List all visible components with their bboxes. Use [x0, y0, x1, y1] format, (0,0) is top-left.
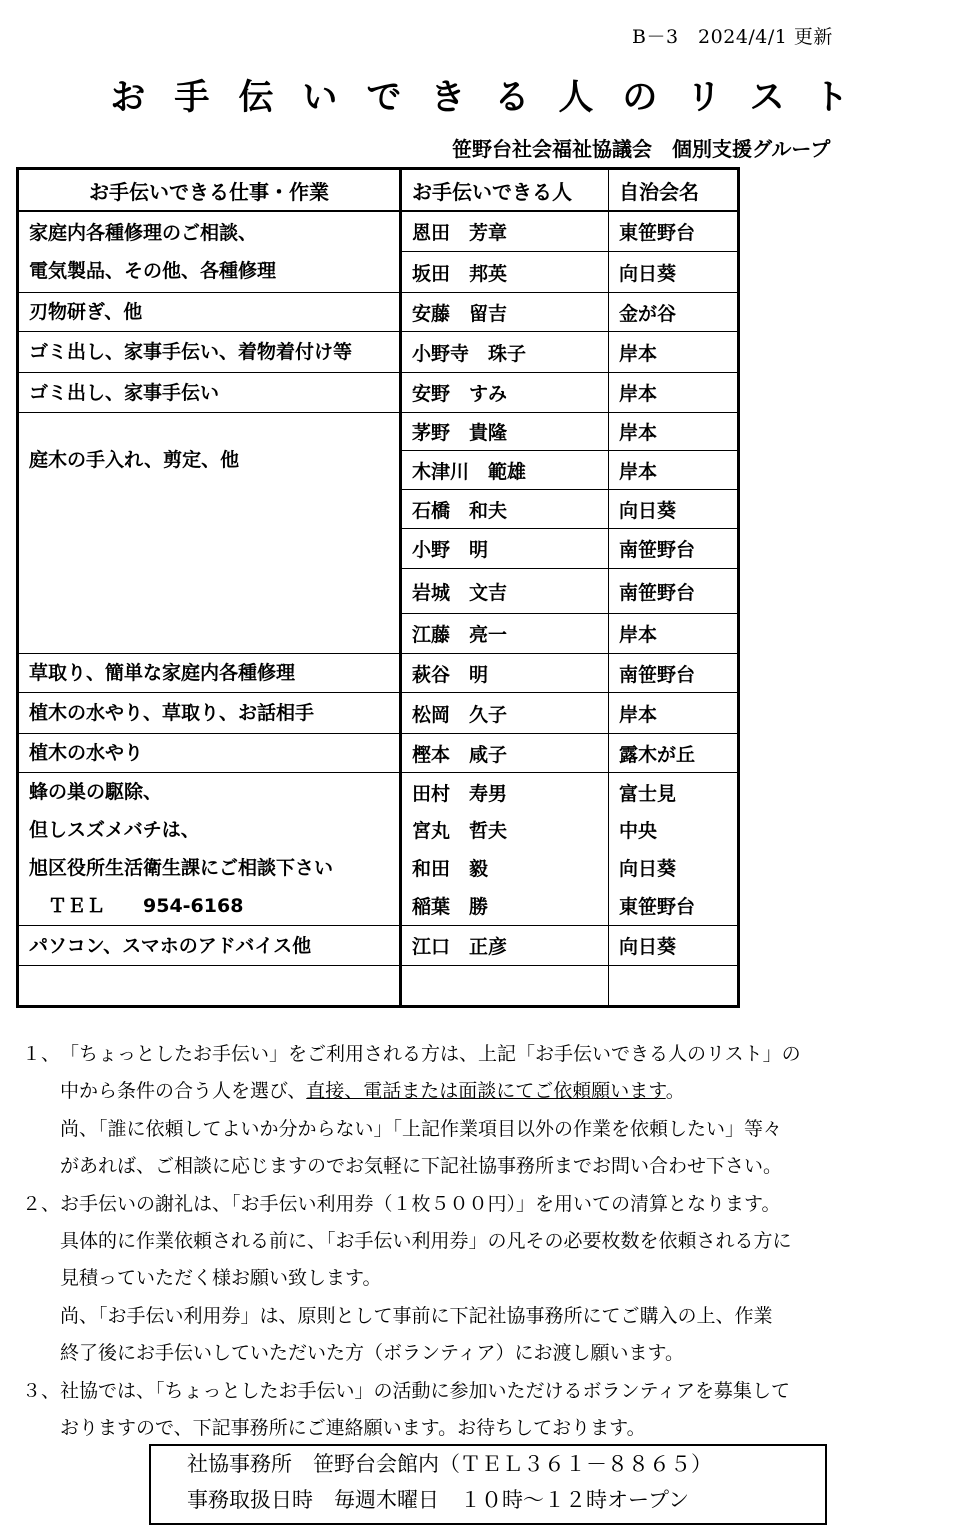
- column-header-person: お手伝いできる人: [402, 170, 609, 210]
- person-name: 松岡 久子: [412, 703, 508, 726]
- note-line: [60, 1223, 952, 1260]
- person-name: 小野寺 珠子: [412, 342, 527, 365]
- table-row: [19, 293, 737, 332]
- task-line: ゴミ出し、家事手伝い: [29, 381, 220, 404]
- association-column: [609, 966, 737, 1005]
- task-cell: [19, 693, 402, 733]
- task-cell: [19, 654, 402, 692]
- person-column: [402, 332, 609, 372]
- task-line: ゴミ出し、家事手伝い、着物着付け等: [29, 341, 353, 363]
- association-column: [609, 413, 737, 653]
- helper-list-table: [16, 167, 740, 1008]
- association-name: 向日葵: [619, 262, 677, 285]
- note-line: [60, 1260, 952, 1297]
- association-column: [609, 332, 737, 372]
- table-row: [19, 373, 737, 413]
- association-name: 東笹野台: [619, 896, 696, 918]
- task-line: 蜂の巣の駆除、: [29, 781, 163, 803]
- note-text: があれば、ご相談に応じますのでお気軽に下記社協事務所までお問い合わせ下さい。: [60, 1155, 783, 1178]
- person-name: 坂田 邦英: [412, 262, 508, 285]
- note-line: [60, 1410, 952, 1447]
- association-column: [609, 212, 737, 292]
- person-column: [402, 693, 609, 733]
- association-name: 向日葵: [619, 936, 677, 958]
- table-row: [19, 966, 737, 1005]
- note-text: 社協では、「ちょっとしたお手伝い」の活動に参加いただけるボランティアを募集して: [60, 1379, 790, 1402]
- note-item: [22, 1036, 952, 1186]
- note-number: １、: [22, 1043, 61, 1065]
- note-line: [60, 1148, 952, 1185]
- association-name: 向日葵: [609, 490, 737, 529]
- person-column: [402, 654, 609, 692]
- person-name: 木津川 範雄: [402, 451, 608, 490]
- person-column: [402, 734, 609, 772]
- table-row: [19, 926, 737, 966]
- person-name: 石橋 和夫: [402, 490, 608, 529]
- note-line: [60, 1036, 952, 1073]
- person-column: [402, 966, 609, 1005]
- person-name: 樫本 咸子: [412, 743, 508, 766]
- task-line: 但しスズメバチは、: [29, 819, 200, 841]
- table-row: [19, 212, 737, 293]
- task-line: 家庭内各種修理のご相談、: [29, 222, 258, 244]
- task-line: パソコン、スマホのアドバイス他: [29, 934, 312, 957]
- task-line: 庭木の手入れ、剪定、他: [29, 449, 240, 471]
- note-line: [60, 1073, 952, 1110]
- note-item: [22, 1186, 952, 1373]
- task-cell: [19, 966, 402, 1005]
- note-text: 。: [665, 1080, 685, 1103]
- person-column: [402, 212, 609, 292]
- person-name: 茅野 貴隆: [402, 413, 608, 451]
- person-name: 稲葉 勝: [412, 896, 489, 918]
- person-column: [402, 373, 609, 412]
- task-cell: [19, 926, 402, 965]
- association-name: 岸本: [619, 383, 658, 405]
- person-name: 恩田 芳章: [402, 212, 608, 252]
- table-row: [19, 773, 737, 926]
- note-text: おりますので、下記事務所にご連絡願います。お待ちしております。: [60, 1417, 646, 1440]
- association-column: [609, 734, 737, 772]
- column-header-task: お手伝いできる仕事・作業: [19, 170, 402, 210]
- task-line: 電気製品、その他、各種修理: [29, 260, 277, 282]
- association-name: 岸本: [619, 703, 658, 726]
- table-body: [19, 212, 737, 1005]
- person-name: [402, 966, 608, 1005]
- task-cell: [19, 332, 402, 372]
- note-line: [60, 1335, 952, 1372]
- document-id: B－3 2024/4/1 更新: [632, 26, 833, 48]
- table-row: [19, 413, 737, 654]
- column-header-association: 自治会名: [619, 179, 699, 204]
- association-name: 岸本: [609, 451, 737, 490]
- association-column: [609, 373, 737, 412]
- association-column: [609, 293, 737, 331]
- association-name: 岸本: [619, 624, 658, 646]
- association-column: [609, 773, 737, 925]
- association-column: [609, 926, 737, 965]
- note-text: お手伝いの謝礼は、「お手伝い利用券（１枚５００円）」を用いての清算となります。: [60, 1192, 781, 1215]
- association-name: 岸本: [619, 342, 658, 365]
- note-text: 尚、「誰に依頼してよいか分からない」「上記作業項目以外の作業を依頼したい」等々: [60, 1117, 783, 1140]
- association-name: 岸本: [609, 413, 737, 451]
- task-cell: [19, 293, 402, 331]
- note-text: 具体的に作業依頼される前に、「お手伝い利用券」の凡その必要枚数を依頼される方に: [60, 1230, 792, 1253]
- person-name: 和田 毅: [412, 857, 489, 880]
- task-line: 植木の水やり、草取り、お話相手: [29, 702, 315, 724]
- organization-name: 笹野台社会福祉協議会 個別支援グループ: [452, 137, 831, 161]
- office-info-box: [149, 1444, 827, 1525]
- note-text: 尚、「お手伝い利用券」は、原則として事前に下記社協事務所にてご購入の上、作業: [60, 1304, 773, 1327]
- office-hours: 事務取扱日時 毎週木曜日 １０時～１２時オープン: [187, 1488, 690, 1512]
- table-row: [19, 654, 737, 693]
- note-number: ３、: [22, 1379, 61, 1402]
- task-line: 旭区役所生活衛生課にご相談下さい: [29, 857, 334, 879]
- note-emphasis: 直接、電話または面談にてご依頼願います: [306, 1080, 666, 1103]
- task-cell: [19, 413, 402, 653]
- note-text: 終了後にお手伝いしていただいた方（ボランティア）にお渡し願います。: [60, 1342, 684, 1365]
- table-row: [19, 734, 737, 773]
- person-column: [402, 293, 609, 331]
- notes-section: [22, 1036, 952, 1447]
- association-column: [609, 693, 737, 733]
- person-name: 小野 明: [402, 529, 608, 569]
- person-name: 萩谷 明: [412, 663, 489, 686]
- association-name: 富士見: [619, 782, 677, 805]
- note-line: [60, 1373, 952, 1410]
- note-number: ２、: [22, 1192, 61, 1215]
- note-line: [60, 1186, 952, 1223]
- association-name: 中央: [619, 820, 658, 842]
- association-name: 東笹野台: [609, 212, 737, 252]
- task-cell: [19, 773, 402, 925]
- task-line: 植木の水やり: [29, 742, 144, 764]
- page-title: お手伝いできる人のリスト: [110, 78, 878, 118]
- table-header: [19, 170, 737, 212]
- person-name: 田村 寿男: [412, 782, 508, 805]
- note-text: 「ちょっとしたお手伝い」をご利用される方は、上記「お手伝いできる人のリスト」の: [60, 1043, 801, 1065]
- person-name: 江藤 亮一: [412, 624, 508, 646]
- note-line: [60, 1111, 952, 1148]
- association-name: 南笹野台: [619, 663, 696, 686]
- association-name: 南笹野台: [609, 569, 737, 614]
- table-row: [19, 332, 737, 373]
- note-item: [22, 1373, 952, 1448]
- task-line: 刃物研ぎ、他: [29, 301, 143, 323]
- association-name: 南笹野台: [609, 529, 737, 569]
- person-name: 岩城 文吉: [402, 569, 608, 614]
- person-name: 宮丸 哲夫: [412, 820, 508, 842]
- person-name: 江口 正彦: [412, 936, 508, 958]
- association-column: [609, 654, 737, 692]
- task-cell: [19, 373, 402, 412]
- task-line: 草取り、簡単な家庭内各種修理: [29, 662, 296, 684]
- task-cell: [19, 212, 402, 292]
- person-column: [402, 413, 609, 653]
- note-text: 中から条件の合う人を選び、: [60, 1080, 307, 1103]
- task-line: ＴＥＬ 954-6168: [29, 895, 244, 917]
- note-line: [60, 1298, 952, 1335]
- association-name: 露木が丘: [619, 743, 696, 766]
- person-name: 安藤 留吉: [412, 302, 508, 325]
- task-cell: [19, 734, 402, 772]
- association-name: 向日葵: [619, 857, 677, 880]
- office-address: 社協事務所 笹野台会館内（ＴＥＬ３６１－８８６５）: [187, 1452, 712, 1476]
- association-name: [609, 966, 737, 1005]
- person-column: [402, 773, 609, 925]
- person-column: [402, 926, 609, 965]
- note-text: 見積っていただく様お願い致します。: [60, 1267, 382, 1290]
- association-name: 金が谷: [619, 302, 677, 325]
- table-row: [19, 693, 737, 734]
- person-name: 安野 すみ: [412, 383, 508, 405]
